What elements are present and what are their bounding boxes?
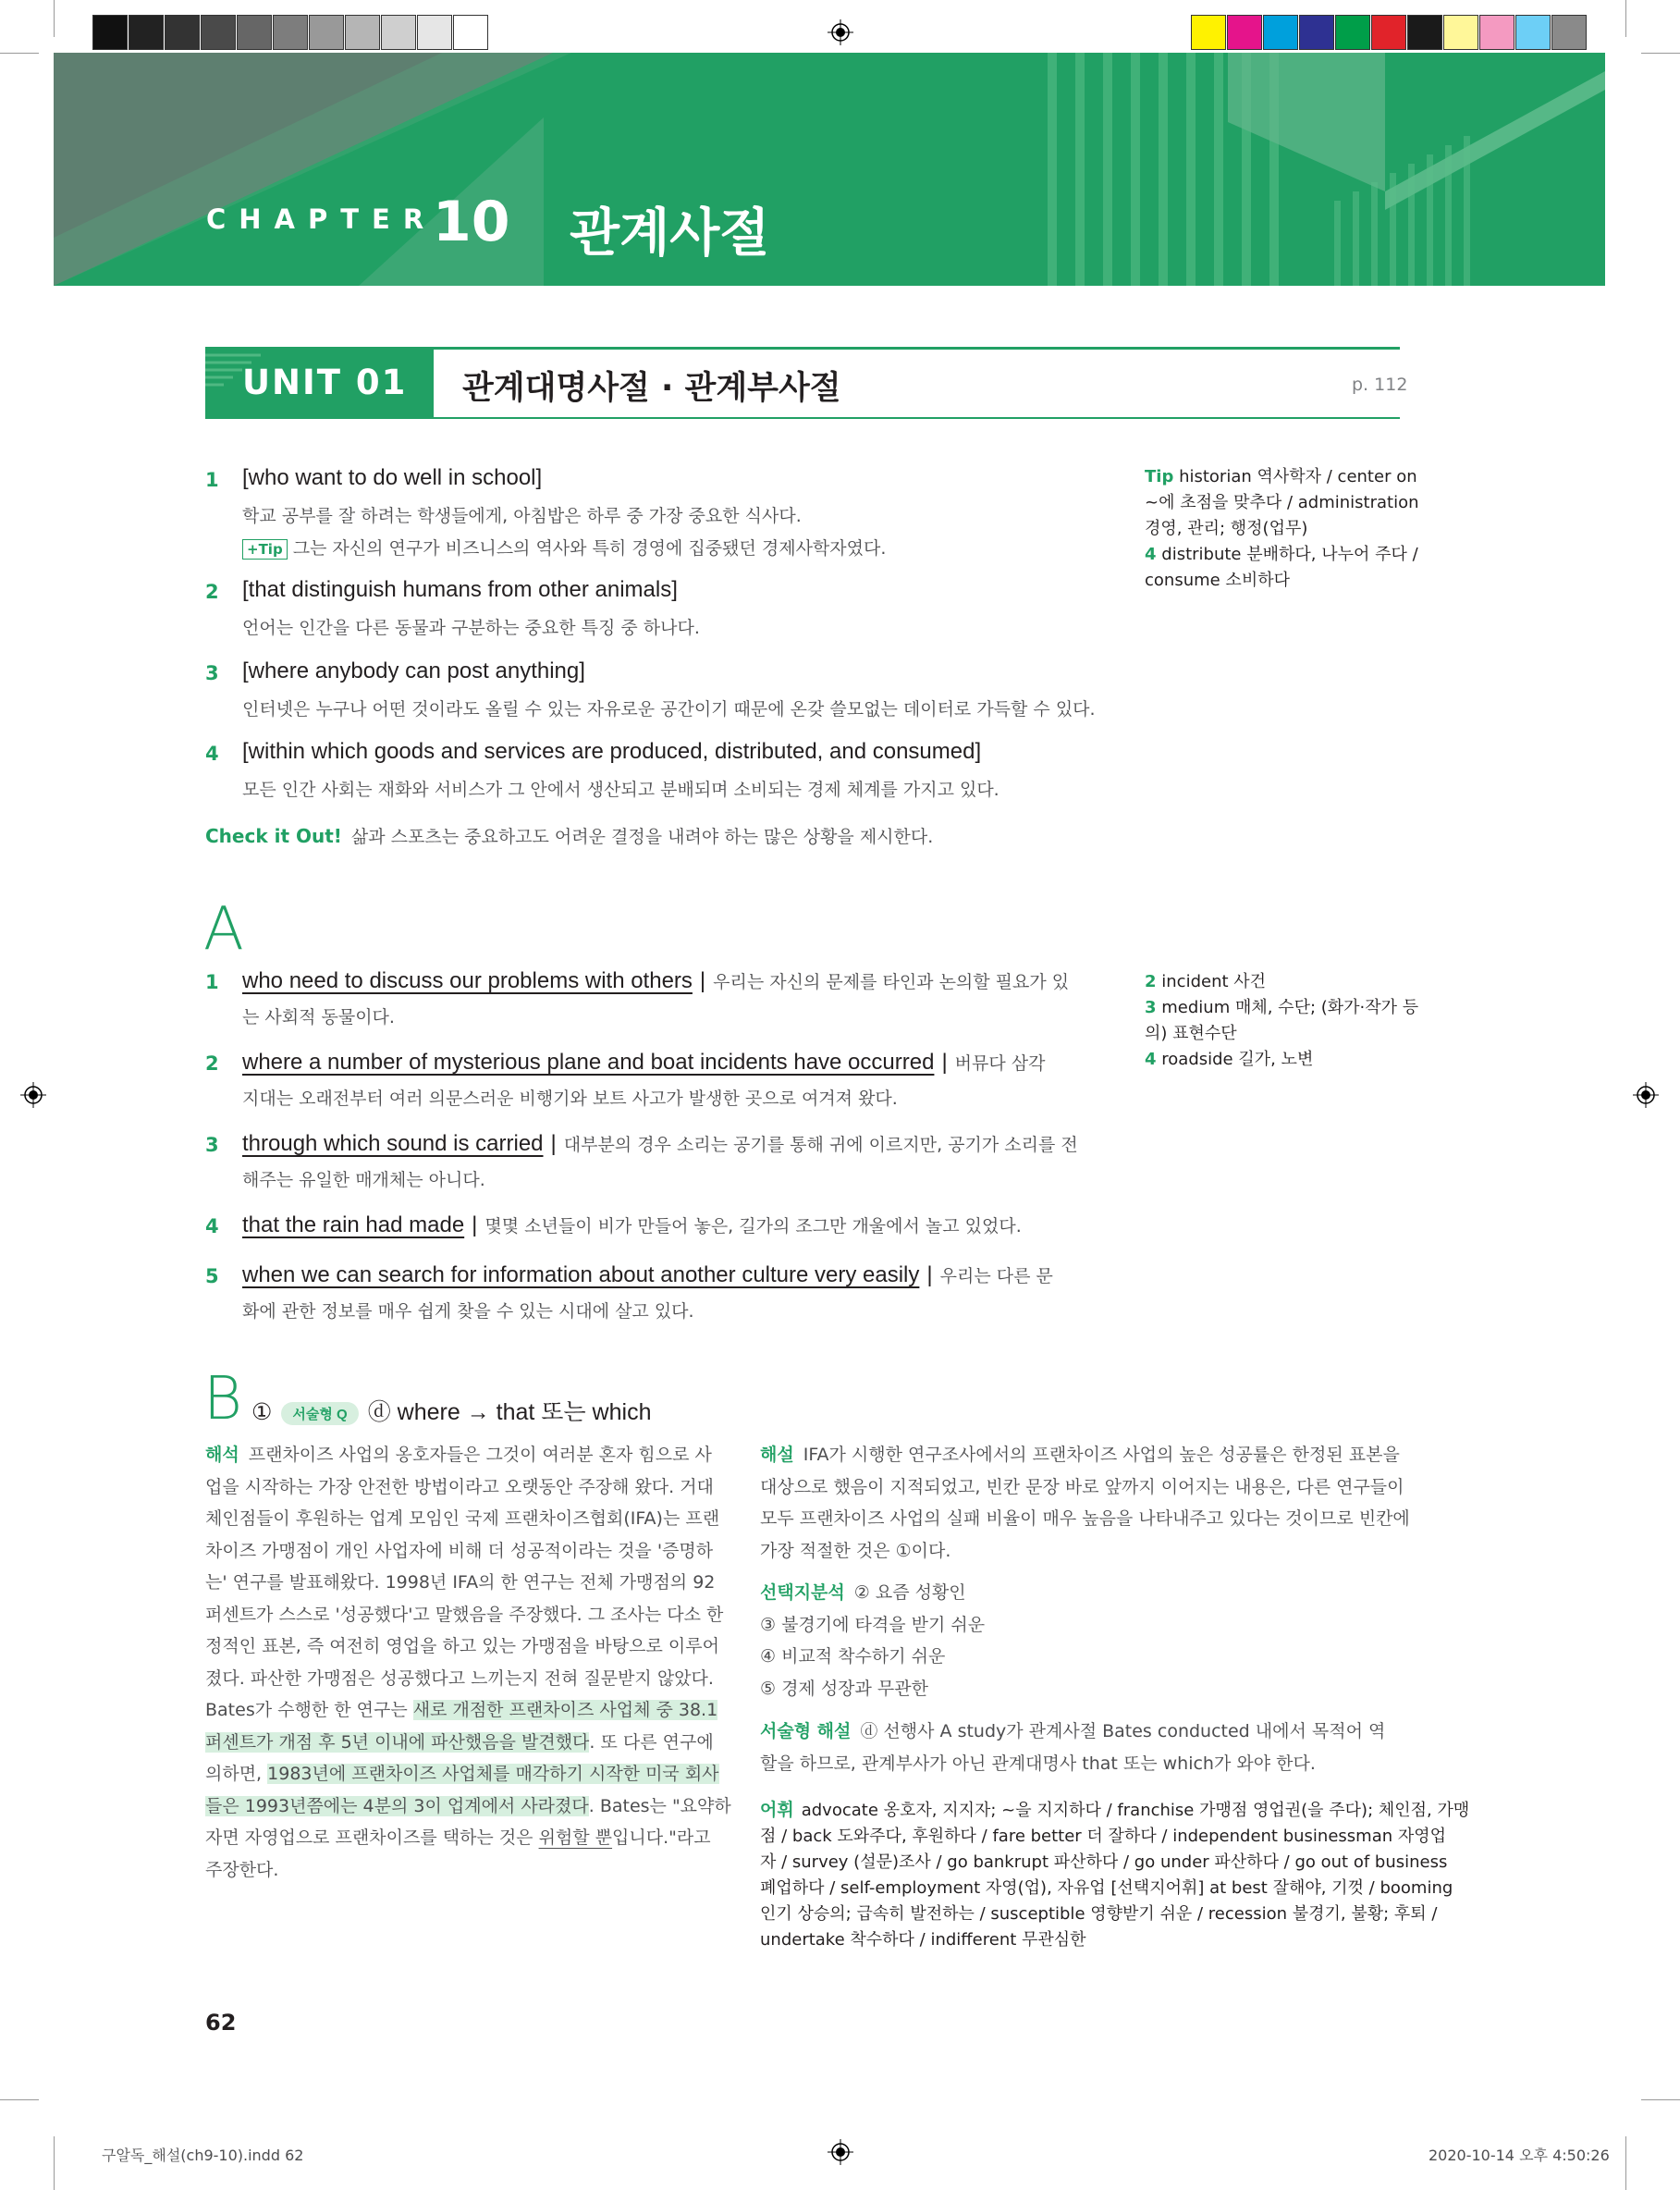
crop-mark [0, 2099, 39, 2100]
vocab-line: 자 / survey (설문)조사 / go bankrupt 파산하다 / go under 파산하다 / go out of business [760, 1852, 1448, 1872]
tip-text: 그는 자신의 연구가 비즈니스의 역사와 특히 경영에 집중됐던 경제사학자였다. [292, 538, 887, 559]
side-number: 4 [1145, 545, 1157, 564]
item-number: 3 [205, 662, 219, 684]
paragraph-text: . 또 다른 연구에 [589, 1731, 714, 1753]
choice-analysis-label: 선택지분석 [760, 1582, 845, 1603]
paragraph-line: 모두 프랜차이즈 사업의 실패 비율이 매우 높음을 나타내주고 있다는 것이므로 빈칸에 [760, 1508, 1410, 1529]
item-english: when we can search for information about another culture very easily [242, 1262, 920, 1287]
vocab-line: advocate 옹호자, 지지자; ~을 지지하다 / franchise 가맹점 영업권(을 주다); 체인점, 가맹 [801, 1801, 1470, 1820]
side-line: roadside 길가, 노변 [1161, 1050, 1314, 1069]
item-korean: 우리는 다른 문 [939, 1266, 1053, 1286]
paragraph-line: 졌다. 파산한 가맹점은 성공했다고 느끼는지 전혀 질문받지 않았다. [205, 1667, 714, 1689]
paragraph-line: 퍼센트가 스스로 '성공했다'고 말했음을 주장했다. 그 조사는 다소 한 [205, 1604, 724, 1625]
descriptive-explanation [760, 1716, 1403, 1779]
unit-title: 관계대명사절 · 관계부사절 [462, 370, 841, 407]
item-number: 4 [205, 1215, 219, 1237]
item-english: that the rain had made [242, 1212, 465, 1237]
item-korean: 모든 인간 사회는 재화와 서비스가 그 안에서 생산되고 분배되며 소비되는 경제 체계를 가지고 있다. [242, 780, 999, 800]
paragraph-line: 업을 시작하는 가장 안전한 방법이라고 오랫동안 주장해 왔다. 거대 [205, 1476, 714, 1497]
footer-filename: 구알독_해설(ch9-10).indd 62 [102, 2147, 304, 2164]
tip-line [242, 535, 886, 560]
paragraph-text: 의하면, [205, 1764, 268, 1784]
item-english: [within which goods and services are produced, distributed, and consumed] [242, 739, 982, 764]
item-korean: 우리는 자신의 문제를 타인과 논의할 필요가 있 [713, 972, 1070, 992]
vocabulary-box [760, 1797, 1470, 1953]
item-korean: 몇몇 소년들이 비가 만들어 놓은, 길가의 조그만 개울에서 놀고 있었다. [484, 1216, 1022, 1236]
side-line: consume 소비하다 [1145, 571, 1290, 590]
paragraph-text: Bates가 수행한 한 연구는 [205, 1700, 413, 1720]
paragraph-text: 자면 자영업으로 프랜차이즈를 택하는 것은 [205, 1827, 539, 1848]
side-note [1145, 464, 1419, 594]
item-number: 2 [205, 1052, 219, 1075]
item-english: [that distinguish humans from other animals] [242, 577, 678, 602]
paragraph-text: 입니다."라고 [612, 1827, 711, 1848]
paragraph-line: 차이즈 가맹점이 개인 사업자에 비해 더 성공적이라는 것을 '증명하 [205, 1540, 714, 1561]
registration-mark-icon [828, 19, 853, 45]
highlighted-text: 새로 개점한 프랜차이즈 사업체 중 38.1 [412, 1700, 718, 1720]
item-english: [who want to do well in school] [242, 465, 543, 490]
descriptive-label: 서술형 해설 [760, 1721, 852, 1741]
side-line: 의) 표현수단 [1145, 1024, 1237, 1043]
item-line: that the rain had made | 몇몇 소년들이 비가 만들어 놓은, 길가의 조그만 개울에서 놀고 있었다. [242, 1212, 1022, 1237]
item-number: 1 [205, 971, 219, 993]
side-line: ~에 초점을 맞추다 / administration [1145, 493, 1419, 512]
item-korean: 인터넷은 누구나 어떤 것이라도 올릴 수 있는 자유로운 공간이기 때문에 온갖 쓸모없는 데이터로 가득할 수 있다. [242, 699, 1096, 720]
side-line: distribute 분배하다, 나누어 주다 / [1161, 545, 1418, 564]
choice-line: ④ 비교적 착수하기 쉬운 [760, 1646, 946, 1667]
check-it-out [205, 823, 933, 848]
unit-label: UNIT 01 [242, 363, 408, 402]
item-korean-cont: 는 사회적 동물이다. [242, 1007, 395, 1027]
item-line: where a number of mysterious plane and boat incidents have occurred | 버뮤다 삼각 [242, 1050, 1046, 1075]
item-number: 5 [205, 1265, 219, 1287]
footer-timestamp: 2020-10-14 오후 4:50:26 [1429, 2147, 1610, 2164]
vocab-line: 인기 상승의; 급속히 발전하는 / susceptible 영향받기 쉬운 / recession 불경기, 불황; 후퇴 / [760, 1904, 1438, 1924]
registration-mark-icon [1633, 1082, 1659, 1108]
paragraph-line: 가장 적절한 것은 ①이다. [760, 1540, 951, 1561]
item-english: through which sound is carried [242, 1131, 544, 1156]
chapter-word: CHAPTER [206, 203, 437, 235]
highlighted-text: 퍼센트가 개점 후 5년 이내에 파산했음을 발견했다 [205, 1731, 590, 1753]
highlighted-text: 들은 1993년쯤에는 4분의 3이 업계에서 사라졌다 [205, 1795, 589, 1816]
paragraph-line: IFA가 시행한 연구조사에서의 프랜차이즈 사업의 높은 성공률은 한정된 표본을 [803, 1445, 1400, 1465]
banner-graphic [54, 53, 1605, 286]
crop-mark [1641, 2099, 1680, 2100]
side-line: historian 역사학자 / center on [1179, 467, 1417, 486]
choice-line: ③ 불경기에 타격을 받기 쉬운 [760, 1614, 986, 1635]
unit-rule-bottom [205, 417, 1400, 419]
check-text: 삶과 스포츠는 중요하고도 어려운 결정을 내려야 하는 많은 상황을 제시한다. [350, 827, 934, 847]
registration-mark-icon [20, 1082, 46, 1108]
chapter-banner [54, 53, 1605, 286]
paragraph-line: ⓓ 선행사 A study가 관계사절 Bates conducted 내에서 목적어 역 [860, 1721, 1386, 1741]
grayscale-calibration-strip [92, 15, 489, 50]
underlined-text: 위험할 뿐 [538, 1827, 613, 1848]
item-korean-cont: 해주는 유일한 매개체는 아니다. [242, 1170, 485, 1190]
item-korean: 버뮤다 삼각 [954, 1053, 1046, 1074]
vocabulary-label: 어휘 [760, 1800, 794, 1820]
side-note [1145, 969, 1418, 1073]
paragraph-line: 체인점들이 후원하는 업계 모임인 국제 프랜차이즈협회(IFA)는 프랜 [205, 1508, 720, 1529]
unit-page-reference: p. 112 [1352, 375, 1408, 395]
side-tip-label: Tip [1145, 467, 1174, 486]
side-line: incident 사건 [1161, 972, 1267, 991]
paragraph-line: 프랜차이즈 사업의 옹호자들은 그것이 여러분 혼자 힘으로 사 [248, 1445, 712, 1465]
item-korean: 대부분의 경우 소리는 공기를 통해 귀에 이르지만, 공기가 소리를 전 [563, 1135, 1078, 1155]
paragraph-line: 할을 하므로, 관계부사가 아닌 관계대명사 that 또는 which가 와야 한다. [760, 1753, 1316, 1774]
item-line: who need to discuss our problems with others | 우리는 자신의 문제를 타인과 논의할 필요가 있 [242, 968, 1070, 993]
descriptive-q-badge: 서술형 Q [281, 1402, 358, 1425]
item-line: when we can search for information about another culture very easily | 우리는 다른 문 [242, 1262, 1053, 1287]
crop-mark [1625, 2136, 1626, 2190]
color-calibration-strip [1191, 15, 1588, 50]
choice-line: ⑤ 경제 성장과 무관한 [760, 1678, 928, 1699]
side-line: 경영, 관리; 행정(업무) [1145, 519, 1308, 538]
paragraph-line: 대상으로 했음이 지적되었고, 빈칸 문장 바로 앞까지 이어지는 내용은, 다른 연구들이 [760, 1476, 1404, 1497]
item-english: where a number of mysterious plane and boat incidents have occurred [242, 1050, 935, 1075]
paragraph-line: 정적인 표본, 즉 여전히 영업을 하고 있는 가맹점을 바탕으로 이루어 [205, 1636, 719, 1656]
section-letter-b: B [203, 1365, 242, 1433]
explanation-paragraph [760, 1439, 1410, 1567]
crop-mark [1625, 0, 1626, 37]
item-korean: 학교 공부를 잘 하려는 학생들에게, 아침밥은 하루 중 가장 중요한 식사다. [242, 506, 802, 526]
paragraph-text: . Bates는 "요약하 [588, 1795, 731, 1816]
b-answer-line [251, 1394, 651, 1427]
crop-mark [1641, 53, 1680, 54]
vocab-line: 점 / back 도와주다, 후원하다 / fare better 더 잘하다 / independent businessman 자영업 [760, 1827, 1447, 1846]
side-number: 2 [1145, 972, 1157, 991]
choice-line: ② 요즘 성황인 [853, 1582, 966, 1603]
page-number: 62 [205, 2010, 237, 2036]
item-number: 3 [205, 1134, 219, 1156]
vocab-line: undertake 착수하다 / indifferent 무관심한 [760, 1930, 1086, 1950]
item-number: 4 [205, 743, 219, 765]
tip-badge: +Tip [242, 539, 288, 560]
item-line: through which sound is carried | 대부분의 경우 소리는 공기를 통해 귀에 이르지만, 공기가 소리를 전 [242, 1131, 1078, 1156]
highlighted-text: 1983년에 프랜차이즈 사업체를 매각하기 시작한 미국 회사 [267, 1764, 719, 1784]
chapter-number: 10 [433, 190, 510, 254]
paragraph-line: 주장한다. [205, 1859, 279, 1880]
choice-analysis [760, 1577, 1403, 1704]
section-letter-a: A [203, 895, 244, 964]
vocab-line: 폐업하다 / self-employment 자영(업), 자유업 [선택지어휘] at best 잘해야, 기껏 / booming [760, 1878, 1453, 1898]
item-number: 1 [205, 469, 219, 491]
side-number: 3 [1145, 998, 1157, 1017]
crop-mark [0, 53, 39, 54]
explanation-label: 해설 [760, 1445, 794, 1465]
b-answer: ① [251, 1399, 273, 1425]
item-korean: 언어는 인간을 다른 동물과 구분하는 중요한 특징 중 하나다. [242, 618, 700, 638]
crop-mark [54, 2136, 55, 2190]
crop-mark [54, 0, 55, 37]
item-english: [where anybody can post anything] [242, 658, 585, 683]
item-korean-cont: 화에 관한 정보를 매우 쉽게 찾을 수 있는 시대에 살고 있다. [242, 1301, 694, 1322]
item-korean-cont: 지대는 오래전부터 여러 의문스러운 비행기와 보트 사고가 발생한 곳으로 여겨져 왔다. [242, 1089, 898, 1109]
chapter-title: 관계사절 [570, 203, 770, 264]
registration-mark-icon [828, 2139, 853, 2165]
translation-label: 해석 [205, 1445, 239, 1465]
paragraph-line: 는' 연구를 발표해왔다. 1998년 IFA의 한 연구는 전체 가맹점의 92 [205, 1572, 716, 1593]
side-line: medium 매체, 수단; (화가·작가 등 [1161, 998, 1419, 1017]
q-answer: ⓓ where → that 또는 which [367, 1399, 652, 1425]
side-number: 4 [1145, 1050, 1157, 1069]
item-number: 2 [205, 581, 219, 603]
translation-paragraph [205, 1439, 731, 1886]
check-label: Check it Out! [205, 825, 342, 847]
item-english: who need to discuss our problems with others [242, 968, 693, 993]
